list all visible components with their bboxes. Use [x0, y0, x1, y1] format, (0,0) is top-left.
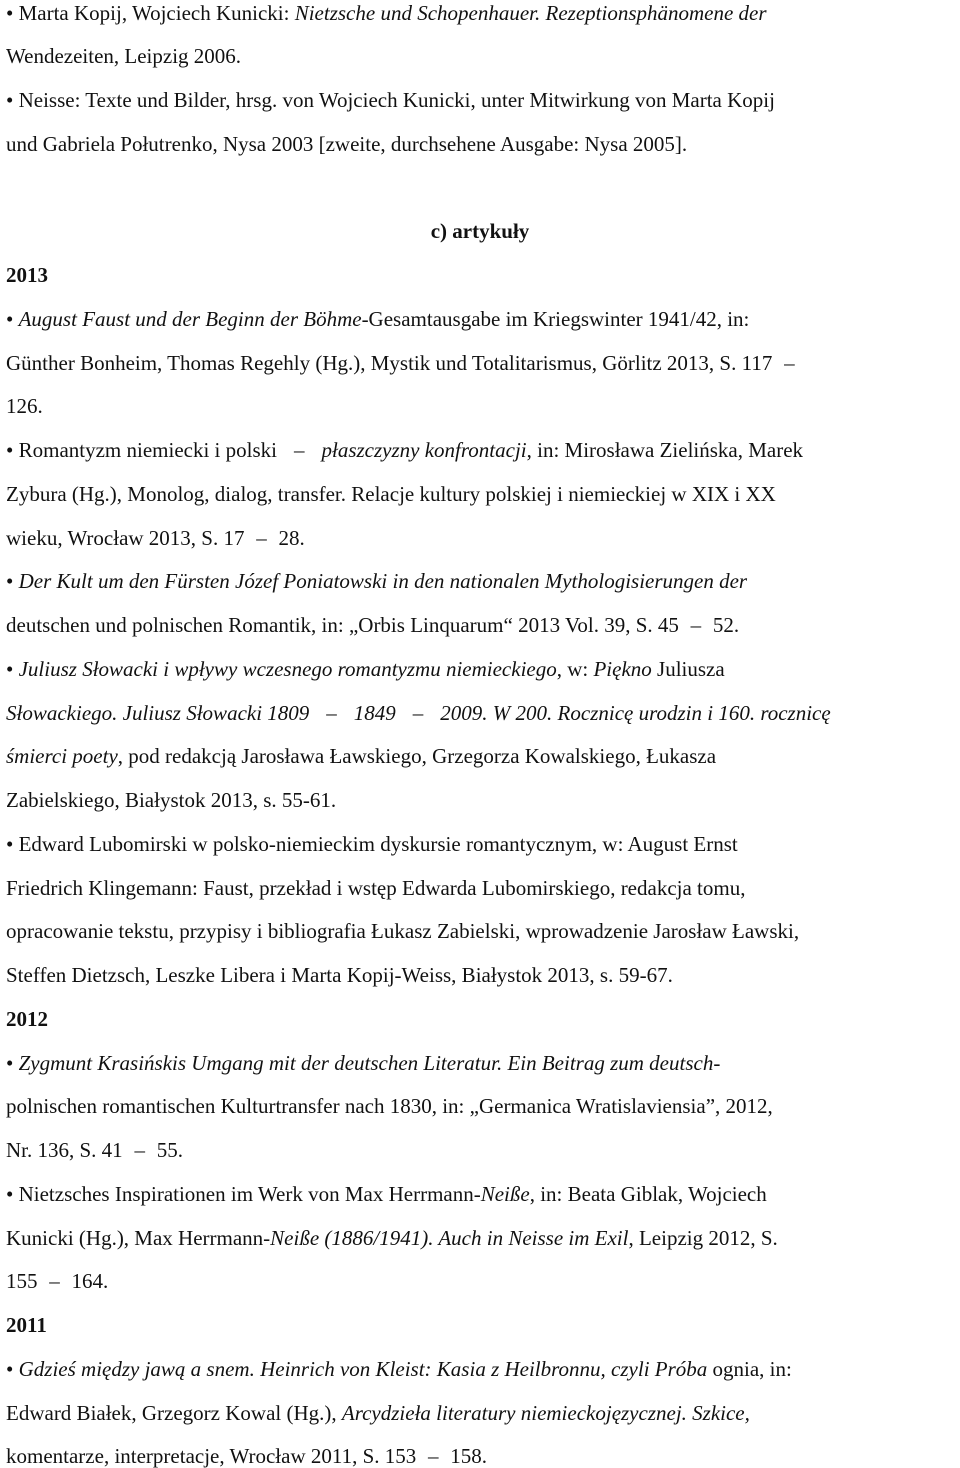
italic-text: Nietzsche und Schopenhauer. Rezeptionsphänomene der	[294, 1, 767, 25]
italic-text: śmierci poety	[6, 744, 118, 768]
en-dash: –	[428, 1444, 439, 1468]
text-span: deutschen und polnischen Romantik, in: „Orbis Linquarum“ 2013 Vol. 39, S. 45	[6, 613, 679, 637]
text-line	[6, 90, 775, 111]
text-line	[6, 440, 803, 461]
text-span: Romantyzm niemiecki i polski	[18, 438, 283, 462]
italic-text: Zygmunt Krasińskis Umgang mit der deutschen Literatur. Ein Beitrag zum deutsch-	[18, 1051, 721, 1075]
en-dash: –	[784, 351, 795, 375]
text-line	[6, 353, 806, 374]
text-line	[6, 1140, 183, 1161]
text-line	[6, 1359, 792, 1380]
text-span: , in: Mirosława Zielińska, Marek	[526, 438, 804, 462]
text-span: 126.	[6, 394, 43, 418]
text-line	[6, 1271, 108, 1292]
text-span: 55.	[156, 1138, 183, 1162]
text-line	[6, 615, 739, 636]
text-span: , w:	[556, 657, 594, 681]
text-line	[6, 1096, 773, 1117]
text-span: Edward Białek, Grzegorz Kowal (Hg.),	[6, 1401, 342, 1425]
text-span: 155	[6, 1269, 38, 1293]
text-line	[6, 46, 241, 67]
text-line	[6, 790, 336, 811]
text-span: 2012	[6, 1007, 48, 1031]
en-dash: –	[294, 438, 305, 462]
text-line	[6, 1228, 778, 1249]
text-span: polnischen romantischen Kulturtransfer nach 1830, in: „Germanica Wratislaviensia”, 2012,	[6, 1094, 773, 1118]
text-line	[6, 834, 738, 855]
text-span: Neisse: Texte und Bilder, hrsg. von Wojciech Kunicki, unter Mitwirkung von Marta Kopij	[18, 88, 775, 112]
italic-text: Gdzieś między jawą a snem. Heinrich von Kleist: Kasia z Heilbronnu, czyli Próba	[18, 1357, 708, 1381]
text-span: Edward Lubomirski w polsko-niemieckim dyskursie romantycznym, w: August Ernst	[18, 832, 738, 856]
text-span: 158.	[450, 1444, 488, 1468]
text-line	[6, 134, 687, 155]
text-line	[6, 396, 43, 417]
text-span: Günther Bonheim, Thomas Regehly (Hg.), Mystik und Totalitarismus, Görlitz 2013, S. 117	[6, 351, 773, 375]
text-span: ognia, in:	[707, 1357, 792, 1381]
year-heading	[6, 1315, 47, 1336]
text-span: Wendezeiten, Leipzig 2006.	[6, 44, 242, 68]
text-line	[6, 1184, 767, 1205]
text-line	[6, 3, 767, 24]
text-span: Juliusza	[651, 657, 725, 681]
year-heading	[6, 1009, 48, 1030]
text-line	[6, 659, 725, 680]
italic-text: płaszczyzny konfrontacji	[321, 438, 527, 462]
en-dash: –	[256, 526, 267, 550]
italic-text: 1849	[348, 701, 402, 725]
text-line	[6, 528, 305, 549]
italic-text: Juliusz Słowacki i wpływy wczesnego romantyzmu niemieckiego	[18, 657, 557, 681]
text-line	[6, 921, 799, 942]
en-dash: –	[690, 613, 702, 637]
italic-text: Słowackiego. Juliusz Słowacki 1809	[6, 701, 315, 725]
text-line	[6, 309, 749, 330]
text-span: 2013	[6, 263, 48, 287]
text-line	[6, 1403, 750, 1424]
en-dash: –	[412, 701, 424, 725]
text-span: 164.	[71, 1269, 109, 1293]
text-span: c) artykuły	[430, 219, 530, 243]
text-span: , Leipzig 2012, S.	[628, 1226, 778, 1250]
text-span: Zabielskiego, Białystok 2013, s. 55-61.	[6, 788, 337, 812]
text-span: -Gesamtausgabe im Kriegswinter 1941/42, in:	[361, 307, 750, 331]
text-span: opracowanie tekstu, przypisy i bibliografia Łukasz Zabielski, wprowadzenie Jarosław Ławski,	[6, 919, 800, 943]
text-span: Zybura (Hg.), Monolog, dialog, transfer. Relacje kultury polskiej i niemieckiej w XIX i XX	[6, 482, 776, 506]
italic-text: Arcydzieła literatury niemieckojęzycznej. Szkice,	[341, 1401, 750, 1425]
text-span: wieku, Wrocław 2013, S. 17	[6, 526, 245, 550]
italic-text: Neiße	[480, 1182, 530, 1206]
text-line	[6, 746, 716, 767]
text-span: , in: Beata Giblak, Wojciech	[529, 1182, 767, 1206]
text-span: Friedrich Klingemann: Faust, przekład i wstęp Edwarda Lubomirskiego, redakcja tomu,	[6, 876, 746, 900]
italic-text: Piękno	[593, 657, 652, 681]
year-heading	[6, 265, 48, 286]
text-span: Steffen Dietzsch, Leszke Libera i Marta Kopij-Weiss, Białystok 2013, s. 59-67.	[6, 963, 673, 987]
text-line	[6, 703, 831, 724]
italic-text: 2009. W 200. Rocznicę urodzin i 160. rocznicę	[435, 701, 831, 725]
text-line	[6, 571, 747, 592]
text-span: Kunicki (Hg.), Max Herrmann-	[6, 1226, 271, 1250]
text-span: komentarze, interpretacje, Wrocław 2011, S. 153	[6, 1444, 417, 1468]
italic-text: August Faust und der Beginn der Böhme	[18, 307, 362, 331]
text-span: 52.	[712, 613, 740, 637]
text-span: Nr. 136, S. 41	[6, 1138, 123, 1162]
text-span: , pod redakcją Jarosława Ławskiego, Grzegorza Kowalskiego, Łukasza	[117, 744, 717, 768]
section-heading	[0, 221, 960, 242]
text-line	[6, 1446, 487, 1467]
text-line	[6, 484, 776, 505]
text-line	[6, 878, 745, 899]
text-span: 2011	[6, 1313, 47, 1337]
text-line	[6, 1053, 720, 1074]
text-span: und Gabriela Połutrenko, Nysa 2003 [zweite, durchsehene Ausgabe: Nysa 2005].	[6, 132, 688, 156]
text-span: Nietzsches Inspirationen im Werk von Max Herrmann-	[18, 1182, 481, 1206]
text-span: 28.	[278, 526, 305, 550]
text-span: Marta Kopij, Wojciech Kunicki:	[18, 1, 295, 25]
italic-text: Der Kult um den Fürsten Józef Poniatowski in den nationalen Mythologisierungen der	[18, 569, 748, 593]
italic-text: Neiße (1886/1941). Auch in Neisse im Exil	[270, 1226, 629, 1250]
en-dash: –	[49, 1269, 60, 1293]
en-dash: –	[326, 701, 337, 725]
en-dash: –	[134, 1138, 145, 1162]
text-line	[6, 965, 673, 986]
